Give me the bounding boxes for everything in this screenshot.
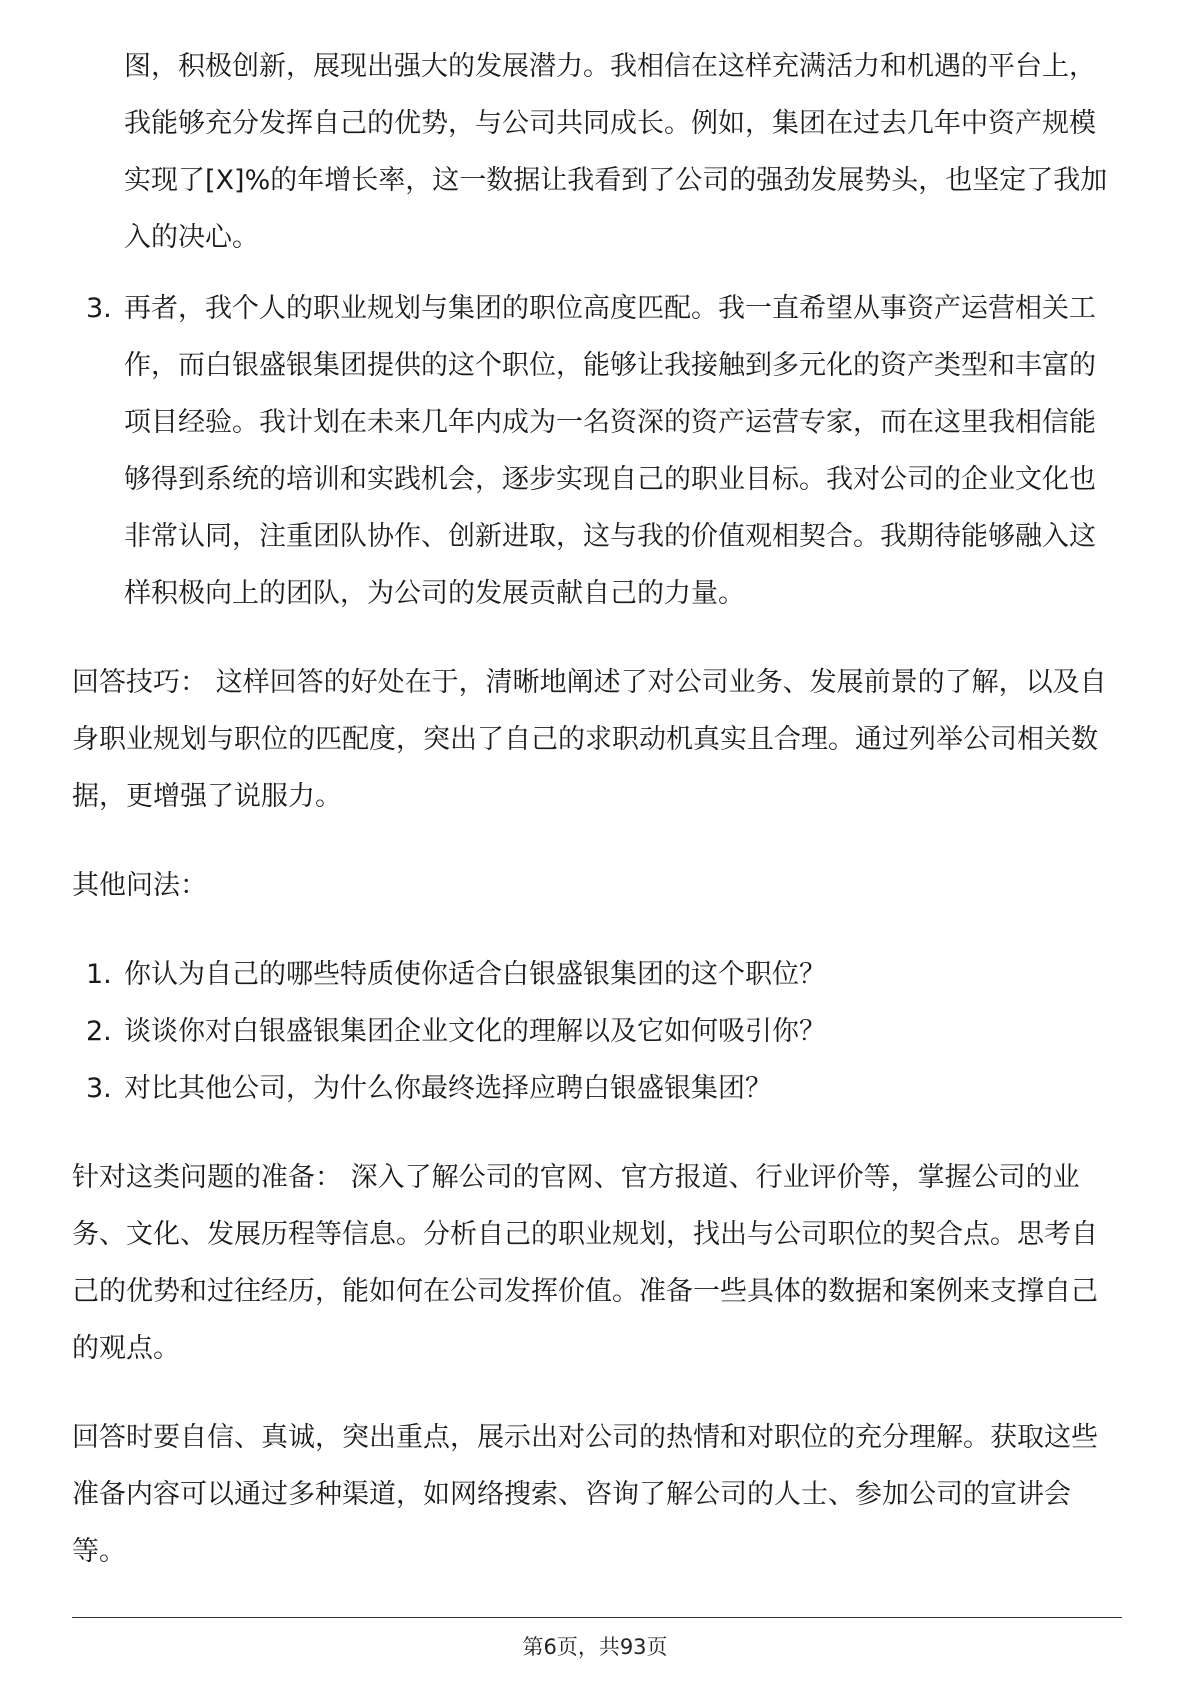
preparation-paragraph: 针对这类问题的准备： 深入了解公司的官网、官方报道、行业评价等，掌握公司的业务、文化、发展历程等信息。分析自己的职业规划，找出与公司职位的契合点。思考自己的优势和过往经历，能如何在公司发挥价值。准备一些具体的数据和案例来支撑自己的观点。 (72, 1162, 1098, 1364)
reason-list (72, 280, 1122, 622)
list-item-text: 谈谈你对白银盛银集团企业文化的理解以及它如何吸引你？ (124, 1016, 826, 1047)
answer-tips-paragraph: 回答技巧： 这样回答的好处在于，清晰地阐述了对公司业务、发展前景的了解，以及自身职业规划与职位的匹配度，突出了自己的求职动机真实且合理。通过列举公司相关数据，更增强了说服力。 (72, 667, 1107, 812)
closing-paragraph: 回答时要自信、真诚，突出重点，展示出对公司的热情和对职位的充分理解。获取这些准备内容可以通过多种渠道，如网络搜索、咨询了解公司的人士、参加公司的宣讲会等。 (72, 1422, 1098, 1567)
list-item-text: 对比其他公司，为什么你最终选择应聘白银盛银集团？ (124, 1073, 772, 1104)
list-item-number: 3. (86, 1073, 112, 1104)
list-item-text: 你认为自己的哪些特质使你适合白银盛银集团的这个职位？ (124, 959, 826, 990)
list-item (72, 280, 1122, 622)
footer-divider (72, 1617, 1122, 1618)
page-number: 第6页，共93页 (522, 1635, 668, 1659)
list-item-number: 2. (86, 1016, 112, 1047)
continuation-paragraph: 图，积极创新，展现出强大的发展潜力。我相信在这样充满活力和机遇的平台上，我能够充分发挥自己的优势，与公司共同成长。例如，集团在过去几年中资产规模实现了[X]%的年增长率，这一数据让我看到了公司的强劲发展势头，也坚定了我加入的决心。 (124, 51, 1108, 253)
other-questions-list (72, 946, 1122, 1117)
list-item-number: 1. (86, 959, 112, 990)
list-item (72, 1060, 1122, 1117)
list-item-number: 3. (86, 293, 112, 324)
page-content (72, 38, 1122, 1580)
list-item (72, 1003, 1122, 1060)
list-item-text: 再者，我个人的职业规划与集团的职位高度匹配。我一直希望从事资产运营相关工作，而白银盛银集团提供的这个职位，能够让我接触到多元化的资产类型和丰富的项目经验。我计划在未来几年内成为一名资深的资产运营专家，而在这里我相信能够得到系统的培训和实践机会，逐步实现自己的职业目标。我对公司的企业文化也非常认同，注重团队协作、创新进取，这与我的价值观相契合。我期待能够融入这样积极向上的团队，为公司的发展贡献自己的力量。 (124, 293, 1096, 609)
list-item (72, 946, 1122, 1003)
other-questions-heading: 其他问法： (72, 870, 207, 901)
